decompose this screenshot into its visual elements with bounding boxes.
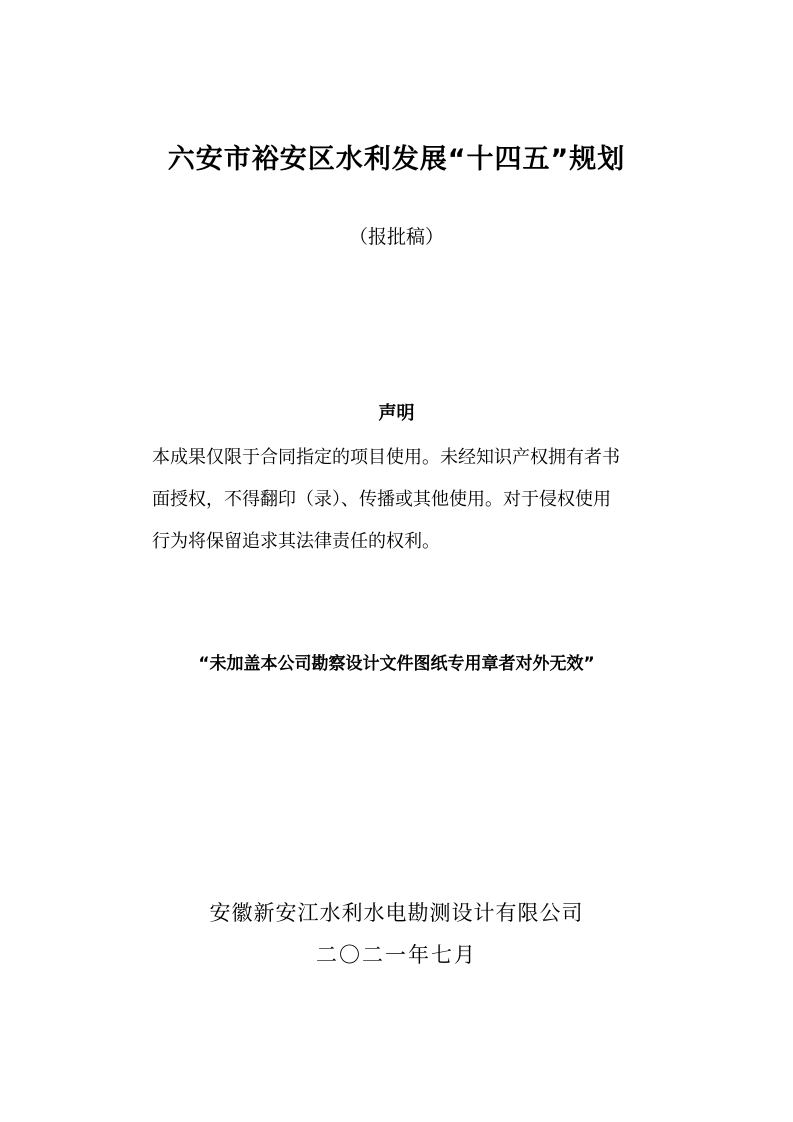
document-subtitle: （报批稿）	[348, 226, 444, 248]
declaration-body	[152, 437, 674, 563]
company-name: 安徽新安江水利水电勘测设计有限公司	[209, 901, 584, 925]
declaration-heading: 声明	[378, 403, 415, 424]
declaration-line: 面授权，不得翻印（录）、传播或其他使用。对于侵权使用	[152, 489, 611, 510]
declaration-line: 本成果仅限于合同指定的项目使用。未经知识产权拥有者书	[152, 447, 620, 468]
document-date: 二〇二一年七月	[316, 943, 477, 967]
declaration-line: 行为将保留追求其法律责任的权利。	[152, 531, 440, 552]
document-title: 六安市裕安区水利发展“十四五”规划	[167, 144, 626, 175]
validity-notice: “未加盖本公司勘察设计文件图纸专用章者对外无效”	[198, 654, 595, 674]
